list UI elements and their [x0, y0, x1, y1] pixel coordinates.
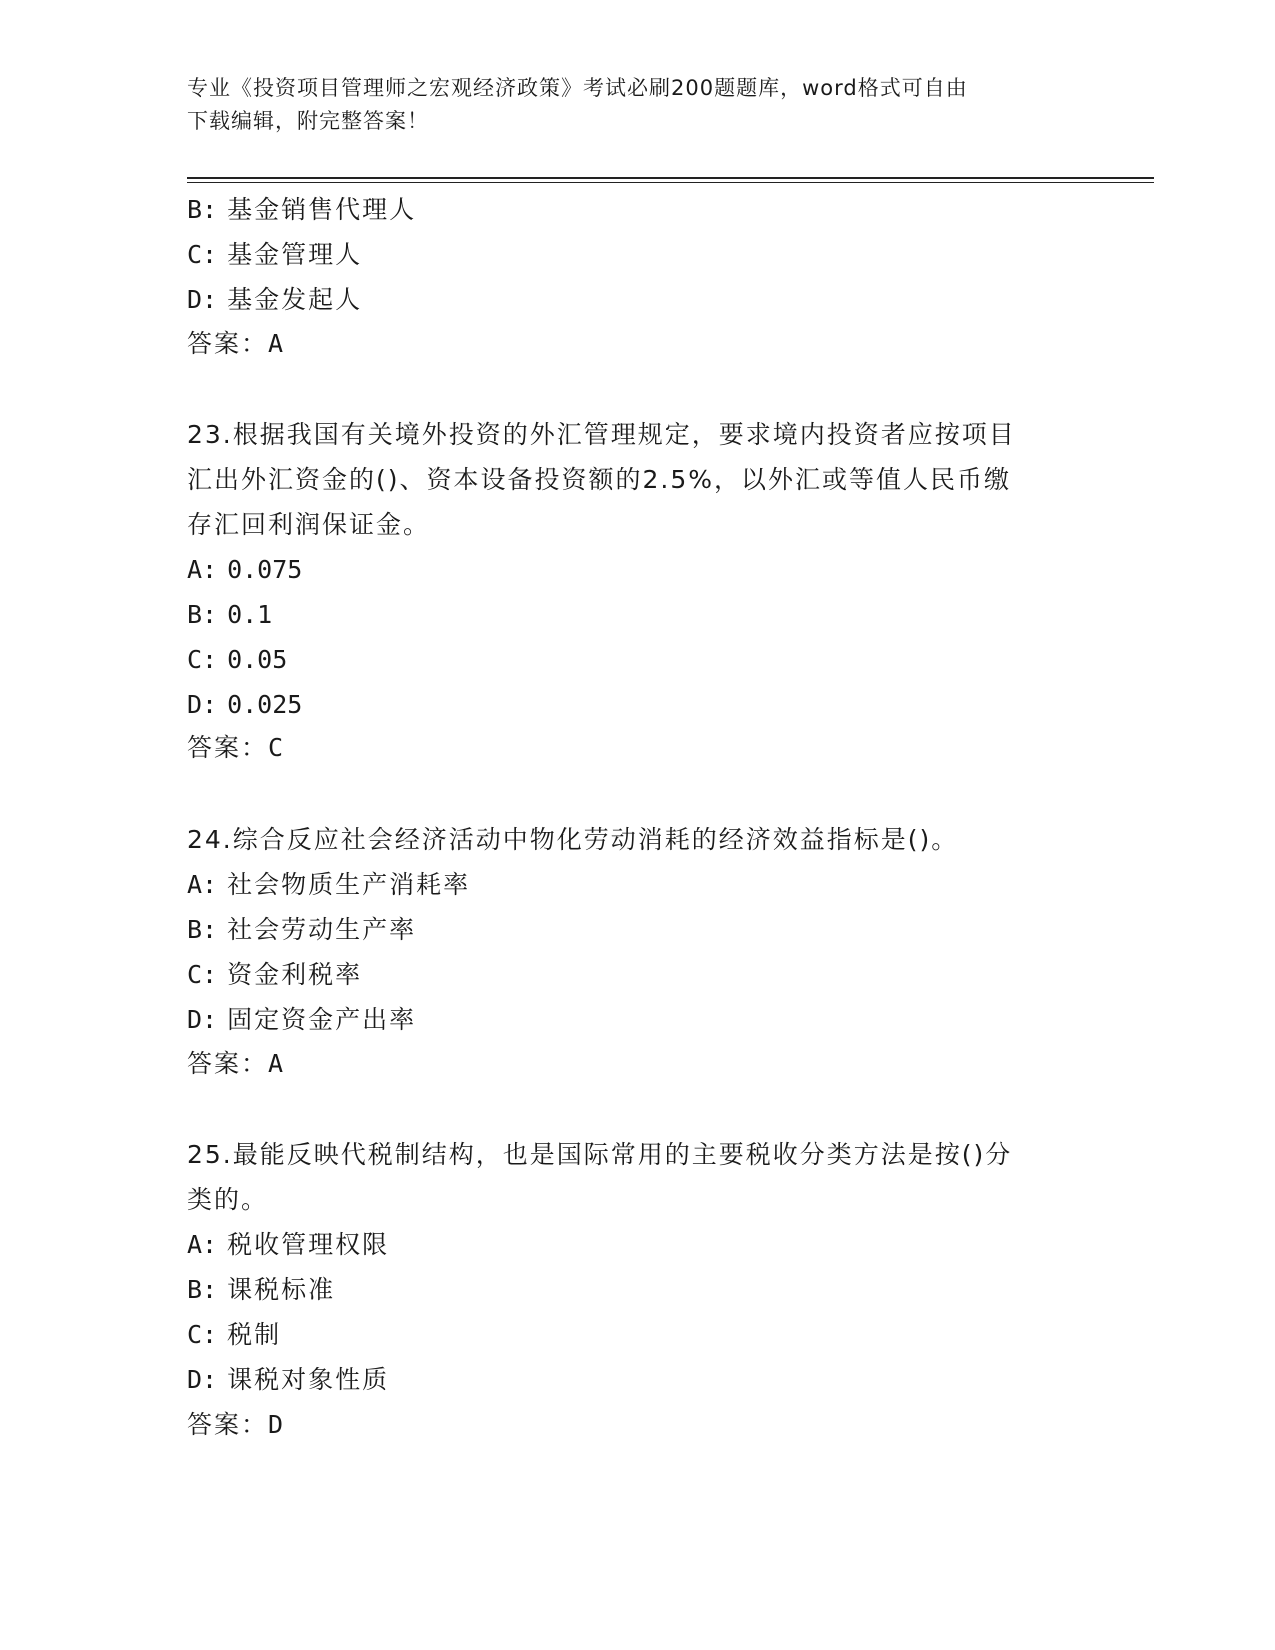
answer-label: 答案：	[187, 329, 269, 358]
option-text: 课税对象性质	[227, 1365, 390, 1394]
option-text: 社会劳动生产率	[227, 915, 417, 944]
answer-label: 答案：	[187, 1049, 269, 1078]
option-text: 0.05	[227, 645, 288, 674]
q25-option-b	[187, 1275, 335, 1305]
q25-option-a	[187, 1230, 389, 1260]
option-text: 基金发起人	[227, 285, 363, 314]
q22-answer	[187, 329, 283, 359]
q23-answer	[187, 733, 283, 763]
option-text: 0.025	[227, 690, 303, 719]
option-text: 基金管理人	[227, 240, 363, 269]
option-label: A:	[187, 1230, 218, 1259]
option-label: A:	[187, 555, 218, 584]
q23-stem-line-2: 汇出外汇资金的()、资本设备投资额的2.5%，以外汇或等值人民币缴	[187, 465, 1012, 494]
q25-option-d	[187, 1365, 389, 1395]
q25-answer	[187, 1410, 283, 1440]
q23-stem-line-3: 存汇回利润保证金。	[187, 510, 431, 539]
q25-stem-line-2: 类的。	[187, 1185, 269, 1214]
q22-option-b	[187, 195, 416, 225]
header-line-2: 下载编辑，附完整答案！	[187, 109, 429, 133]
option-label: B:	[187, 915, 218, 944]
option-text: 0.1	[227, 600, 273, 629]
answer-label: 答案：	[187, 1410, 269, 1439]
header-line-1: 专业《投资项目管理师之宏观经济政策》考试必刷200题题库，word格式可自由	[187, 76, 968, 100]
q22-option-d	[187, 285, 362, 315]
q23-option-c	[187, 645, 287, 675]
answer-value: A	[268, 329, 284, 358]
answer-value: C	[268, 733, 284, 762]
option-label: C:	[187, 645, 218, 674]
q24-stem-line-1: 24.综合反应社会经济活动中物化劳动消耗的经济效益指标是()。	[187, 825, 959, 854]
q24-option-c	[187, 960, 362, 990]
answer-value: D	[268, 1410, 284, 1439]
option-label: C:	[187, 240, 218, 269]
option-text: 0.075	[227, 555, 303, 584]
option-label: C:	[187, 960, 218, 989]
option-label: D:	[187, 1365, 218, 1394]
q24-option-a	[187, 870, 470, 900]
q25-option-c	[187, 1320, 281, 1350]
option-label: D:	[187, 690, 218, 719]
option-label: B:	[187, 1275, 218, 1304]
option-label: B:	[187, 195, 218, 224]
document-header	[187, 72, 1087, 138]
answer-value: A	[268, 1049, 284, 1078]
q24-answer	[187, 1049, 283, 1079]
q23-option-d	[187, 690, 302, 720]
q22-option-c	[187, 240, 362, 270]
option-text: 基金销售代理人	[227, 195, 417, 224]
q24-option-d	[187, 1005, 416, 1035]
option-label: A:	[187, 870, 218, 899]
option-label: C:	[187, 1320, 218, 1349]
option-text: 固定资金产出率	[227, 1005, 417, 1034]
answer-label: 答案：	[187, 733, 269, 762]
option-text: 资金利税率	[227, 960, 363, 989]
option-text: 税制	[227, 1320, 282, 1349]
q25-stem-line-1: 25.最能反映代税制结构，也是国际常用的主要税收分类方法是按()分	[187, 1140, 1013, 1169]
option-text: 课税标准	[227, 1275, 336, 1304]
q24-option-b	[187, 915, 416, 945]
q23-stem-line-1: 23.根据我国有关境外投资的外汇管理规定，要求境内投资者应按项目	[187, 420, 1016, 449]
option-label: D:	[187, 285, 218, 314]
header-divider-thick	[187, 177, 1154, 179]
q23-option-b	[187, 600, 272, 630]
q23-option-a	[187, 555, 302, 585]
option-text: 社会物质生产消耗率	[227, 870, 471, 899]
option-label: D:	[187, 1005, 218, 1034]
header-divider-thin	[187, 182, 1154, 183]
option-text: 税收管理权限	[227, 1230, 390, 1259]
option-label: B:	[187, 600, 218, 629]
